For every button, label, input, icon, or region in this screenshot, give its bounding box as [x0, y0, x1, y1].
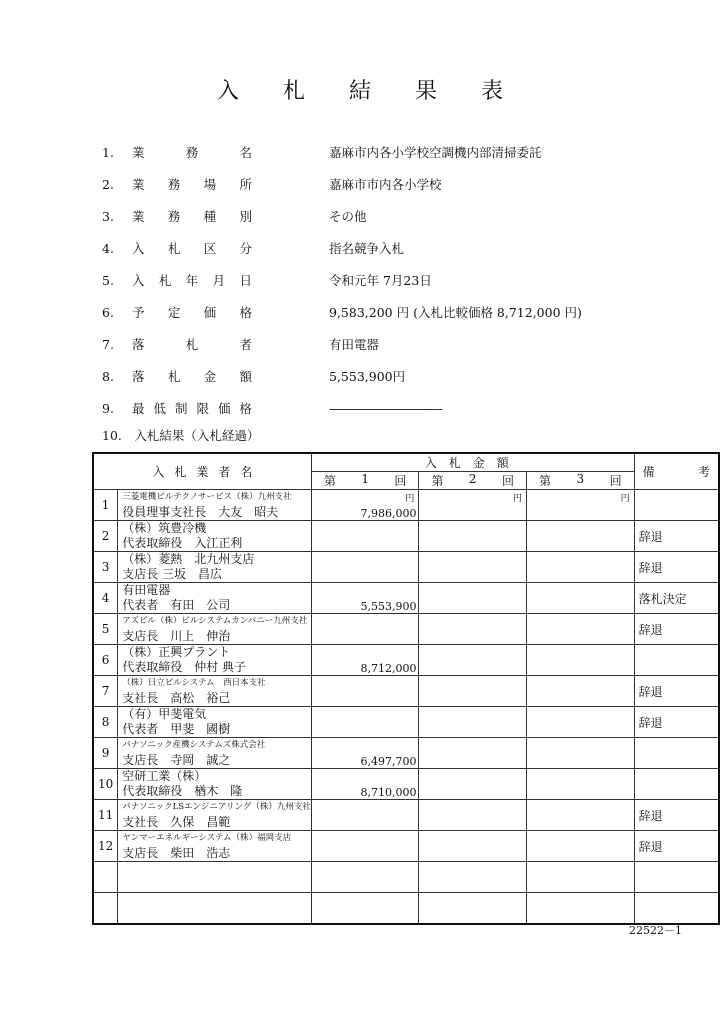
bidder-cell [118, 738, 312, 769]
bidder-cell [118, 800, 312, 831]
note-cell: 辞退 [634, 614, 719, 645]
table-row [93, 614, 719, 645]
yen-unit: 円 [620, 494, 630, 504]
row-number [93, 893, 118, 925]
field-value: その他 [329, 209, 367, 224]
header-note: 備 考 [634, 453, 719, 490]
note-cell [634, 769, 719, 800]
bidder-company: 有田電器 [122, 583, 171, 597]
round-2-amount [419, 614, 527, 645]
round-2-amount [419, 769, 527, 800]
field-label [132, 271, 252, 291]
field-label-char: 限 [196, 401, 209, 416]
bidder-cell [118, 862, 312, 893]
row-number: 4 [93, 583, 118, 614]
bid-amount: 8,710,000 [360, 786, 417, 799]
field-label-char: 格 [239, 305, 252, 320]
field-label-char: 札 [167, 241, 181, 256]
round-2-amount [419, 552, 527, 583]
round-1-amount [311, 893, 419, 925]
round-3-amount [527, 893, 635, 925]
field-label [132, 367, 252, 387]
field-label-char: 月 [212, 273, 226, 288]
bidder-company: （株）菱熱 北九州支店 [122, 552, 255, 566]
round-2-amount [419, 521, 527, 552]
yen-unit: 円 [513, 494, 523, 504]
field-label-char: 落 [132, 337, 145, 352]
table-row [93, 893, 719, 925]
table-row [93, 552, 719, 583]
table-row [93, 645, 719, 676]
field-number: 4. [102, 241, 114, 256]
field-label-char: 分 [239, 241, 252, 256]
field-label-char: 務 [185, 145, 199, 160]
round-3-amount [527, 676, 635, 707]
field-number: 8. [102, 369, 114, 384]
row-number: 5 [93, 614, 118, 645]
row-number [93, 862, 118, 893]
round-1-amount [311, 490, 419, 521]
note-cell [634, 490, 719, 521]
table-row [93, 800, 719, 831]
field-value: 嘉麻市市内各小学校 [329, 177, 442, 192]
bidder-company: （有）甲斐電気 [122, 707, 207, 721]
table-row [93, 862, 719, 893]
field-label-char: 金 [203, 369, 217, 384]
round-1-amount [311, 707, 419, 738]
note-cell: 辞退 [634, 831, 719, 862]
bidder-representative: 代表者 甲斐 國樹 [122, 722, 231, 736]
round-2-amount [419, 645, 527, 676]
bidder-company: パナソニックLSエンジニアリング（株）九州支社 [122, 802, 311, 812]
field-label [132, 303, 252, 323]
round-2-amount [419, 738, 527, 769]
field-label-char: 所 [239, 177, 252, 192]
note-cell: 辞退 [634, 676, 719, 707]
field-label-char: 定 [167, 305, 181, 320]
bidder-representative: 支店長 柴田 浩志 [122, 846, 231, 860]
field-number: 3. [102, 209, 114, 224]
round-2-amount [419, 800, 527, 831]
document-title: 入札結果表 [216, 79, 547, 104]
bidder-cell [118, 583, 312, 614]
table-row [93, 521, 719, 552]
round-3-amount [527, 521, 635, 552]
field-label-char: 年 [185, 273, 199, 288]
bidder-cell [118, 614, 312, 645]
field-label-char: 種 [203, 209, 217, 224]
round-3-amount [527, 614, 635, 645]
field-number: 5. [102, 273, 114, 288]
round-1-amount [311, 614, 419, 645]
table-row [93, 490, 719, 521]
field-label [132, 239, 252, 259]
field-label-char: 業 [132, 177, 145, 192]
bidder-company: 空研工業（株） [122, 769, 207, 783]
round-2-amount [419, 583, 527, 614]
round-2-amount [419, 707, 527, 738]
header-bidder: 入札業者名 [93, 453, 311, 490]
round-1-amount [311, 552, 419, 583]
field-value: 9,583,200 円 (入札比較価格 8,712,000 円) [329, 305, 582, 320]
field-number: 1. [102, 145, 114, 160]
field-label-char: 低 [153, 401, 166, 416]
bid-amount: 7,986,000 [360, 507, 417, 520]
table-row [93, 769, 719, 800]
note-cell [634, 645, 719, 676]
bidder-cell [118, 831, 312, 862]
bidder-representative: 代表取締役 楢木 隆 [122, 784, 243, 798]
field-label-char: 札 [158, 273, 172, 288]
header-round-2: 第 2 回 [419, 472, 527, 490]
row-number: 10 [93, 769, 118, 800]
field-label-char: 制 [174, 401, 188, 416]
field-label-char: 落 [132, 369, 145, 384]
round-2-amount [419, 862, 527, 893]
field-value: 嘉麻市内各小学校空調機内部清掃委託 [329, 145, 542, 160]
bidder-cell [118, 676, 312, 707]
row-number: 11 [93, 800, 118, 831]
bidder-representative: 役員理事支社長 大友 昭夫 [122, 505, 279, 519]
row-number: 2 [93, 521, 118, 552]
field-label-char: 別 [239, 209, 252, 224]
bidder-representative: 支店長 寺岡 誠之 [122, 753, 231, 767]
bid-rows [93, 490, 719, 925]
item-10-heading: 10. 入札結果（入札経過） [102, 428, 260, 443]
field-value: 有田電器 [329, 337, 380, 352]
table-row [93, 676, 719, 707]
table-row [93, 738, 719, 769]
note-cell: 辞退 [634, 707, 719, 738]
note-cell: 辞退 [634, 552, 719, 583]
bidder-cell [118, 769, 312, 800]
round-1-amount [311, 521, 419, 552]
round-3-amount [527, 552, 635, 583]
bidder-representative: 支店長 三坂 昌広 [122, 567, 223, 581]
round-1-amount [311, 862, 419, 893]
bidder-representative: 代表取締役 入江正利 [122, 536, 243, 550]
round-1-amount [311, 769, 419, 800]
field-label [132, 143, 252, 163]
bidder-company: 三菱電機ビルテクノサービス（株）九州支社 [122, 492, 292, 502]
note-cell: 落札決定 [634, 583, 719, 614]
row-number: 1 [93, 490, 118, 521]
field-label-char: 予 [132, 305, 145, 320]
header-amount: 入札金額 [311, 453, 634, 472]
field-label-char: 名 [239, 145, 252, 160]
round-1-amount [311, 831, 419, 862]
header-round-3: 第 3 回 [527, 472, 635, 490]
field-label-char: 日 [239, 273, 252, 288]
note-cell [634, 738, 719, 769]
page-number: 22522－1 [629, 924, 682, 937]
row-number: 3 [93, 552, 118, 583]
bidder-cell [118, 490, 312, 521]
row-number: 9 [93, 738, 118, 769]
bidder-company: （株）正興プラント [122, 645, 231, 659]
round-3-amount [527, 490, 635, 521]
note-cell [634, 862, 719, 893]
field-label-char: 務 [167, 177, 181, 192]
bidder-cell [118, 893, 312, 925]
row-number: 12 [93, 831, 118, 862]
field-value: 指名競争入札 [329, 241, 405, 256]
bidder-company: パナソニック産機システムズ株式会社 [122, 740, 266, 750]
field-label [132, 335, 252, 355]
round-3-amount [527, 707, 635, 738]
field-label-char: 額 [239, 369, 252, 384]
bid-amount: 5,553,900 [360, 600, 417, 613]
bid-amount: 8,712,000 [360, 662, 417, 675]
round-1-amount [311, 800, 419, 831]
field-label-char: 業 [132, 209, 145, 224]
row-number: 8 [93, 707, 118, 738]
note-cell: 辞退 [634, 800, 719, 831]
header-round-1: 第 1 回 [311, 472, 419, 490]
field-label-char: 務 [167, 209, 181, 224]
round-3-amount [527, 800, 635, 831]
field-value: ----------------------------------- [329, 401, 442, 416]
bidder-representative: 代表取締役 仲村 典子 [122, 660, 247, 674]
round-3-amount [527, 583, 635, 614]
field-label [132, 175, 252, 195]
field-label-char: 入 [132, 273, 145, 288]
field-label-char: 札 [167, 369, 181, 384]
round-3-amount [527, 769, 635, 800]
bid-amount: 6,497,700 [360, 755, 417, 768]
field-value: 令和元年 7月23日 [329, 273, 432, 288]
field-number: 6. [102, 305, 114, 320]
bidder-representative: 支社長 高松 裕己 [122, 691, 231, 705]
bidder-representative: 支社長 久保 昌範 [122, 815, 231, 829]
round-2-amount [419, 490, 527, 521]
bidder-cell [118, 707, 312, 738]
field-label [132, 207, 252, 227]
field-label-char: 者 [239, 337, 252, 352]
round-2-amount [419, 676, 527, 707]
round-1-amount [311, 583, 419, 614]
bidder-cell [118, 552, 312, 583]
bidder-company: （株）筑豊冷機 [122, 521, 207, 535]
round-1-amount [311, 738, 419, 769]
row-number: 6 [93, 645, 118, 676]
round-3-amount [527, 831, 635, 862]
round-3-amount [527, 645, 635, 676]
yen-unit: 円 [405, 494, 415, 504]
field-number: 7. [102, 337, 114, 352]
field-number: 2. [102, 177, 114, 192]
field-number: 9. [102, 401, 114, 416]
round-2-amount [419, 893, 527, 925]
field-value: 5,553,900円 [329, 369, 406, 384]
bidder-company: アズビル（株）ビルシステムカンパニー九州支社 [122, 616, 308, 626]
field-label-char: 入 [132, 241, 145, 256]
bidder-company: （株）日立ビルシステム 西日本支社 [122, 678, 266, 688]
field-label-char: 区 [203, 241, 217, 256]
round-3-amount [527, 738, 635, 769]
round-1-amount [311, 676, 419, 707]
field-label-char: 価 [203, 305, 217, 320]
bidder-representative: 支店長 川上 伸治 [122, 629, 231, 643]
field-label-char: 札 [185, 337, 199, 352]
row-number: 7 [93, 676, 118, 707]
field-label-char: 場 [203, 177, 217, 192]
bidder-cell [118, 645, 312, 676]
table-row [93, 583, 719, 614]
bidder-company: ヤンマーエネルギーシステム（株）福岡支店 [122, 833, 292, 843]
note-cell: 辞退 [634, 521, 719, 552]
round-3-amount [527, 862, 635, 893]
round-1-amount [311, 645, 419, 676]
field-label-char: 業 [132, 145, 145, 160]
field-label-char: 格 [239, 401, 252, 416]
bidder-representative: 代表者 有田 公司 [122, 598, 231, 612]
round-2-amount [419, 831, 527, 862]
bidder-cell [118, 521, 312, 552]
field-label [132, 399, 252, 419]
field-label-char: 価 [217, 401, 231, 416]
bid-results-table [92, 452, 720, 925]
field-label-char: 最 [132, 401, 145, 416]
table-row [93, 707, 719, 738]
note-cell [634, 893, 719, 925]
table-row [93, 831, 719, 862]
